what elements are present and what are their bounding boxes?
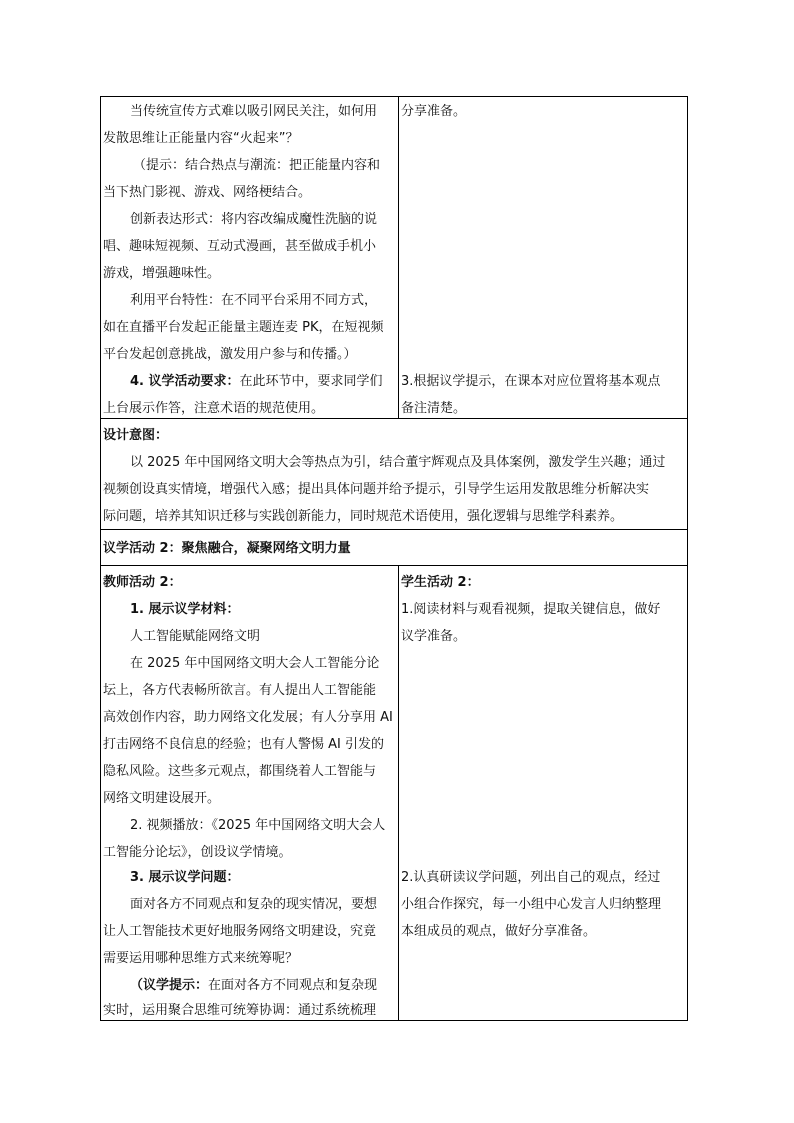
row1-left-line-10: 平台发起创意挑战，激发用户参与和传播。）: [103, 347, 357, 362]
item2-line-1: 2. 视频播放：《2025 年中国网络文明大会人: [130, 818, 386, 833]
row1-requirement-line-2: 上台展示作答，注意术语的规范使用。: [103, 401, 325, 416]
design-intent-line-2: 视频创设真实情境，增强代入感；提出具体问题并给予提示，引导学生运用发散思维分析解决实: [103, 482, 650, 497]
row1-left-line-8: 利用平台特性：在不同平台采用不同方式，: [130, 293, 378, 308]
activity2-title: 议学活动 2：聚焦融合，凝聚网络文明力量: [103, 541, 351, 556]
requirement-label: 4. 议学活动要求：: [130, 374, 240, 389]
row-divider: [100, 418, 688, 419]
row1-left-line-1: 当传统宣传方式难以吸引网民关注，如何用: [130, 104, 378, 119]
row1-left-line-3: （提示：结合热点与潮流：把正能量内容和: [133, 158, 381, 173]
hint-label: （议学提示：: [130, 978, 209, 993]
row1-left-line-7: 游戏，增强趣味性。: [103, 266, 221, 281]
item2-line-2: 工智能分论坛》，创设议学情境。: [103, 845, 292, 860]
row1-left-line-5: 创新表达形式：将内容改编成魔性洗脑的说: [130, 212, 378, 227]
design-intent-label: 设计意图：: [103, 428, 169, 443]
design-intent-line-1: 以 2025 年中国网络文明大会等热点为引，结合董宇辉观点及具体案例，激发学生兴趣；通过: [130, 455, 666, 470]
question-line-3: 需要运用哪种思维方式来统筹呢？: [103, 951, 299, 966]
item1-label: 1. 展示议学材料：: [130, 602, 240, 617]
requirement-text: 在此环节中，要求同学们: [239, 374, 383, 389]
row1-right-share: 分享准备。: [401, 104, 467, 119]
row1-left-line-9: 如在直播平台发起正能量主题连麦 PK，在短视频: [103, 320, 384, 335]
teacher-activity-label: 教师活动 2：: [103, 575, 182, 590]
student2-line-2: 小组合作探究，每一小组中心发言人归纳整理: [401, 897, 662, 912]
question-line-1: 面对各方不同观点和复杂的现实情况，要想: [130, 897, 378, 912]
material-line-2: 坛上，各方代表畅所欲言。有人提出人工智能能: [103, 683, 377, 698]
column-divider: [398, 96, 399, 418]
student1-line-2: 议学准备。: [401, 629, 467, 644]
column-divider: [398, 565, 399, 1021]
student2-line-1: 2.认真研读议学问题，列出自己的观点，经过: [401, 870, 661, 885]
material-line-6: 网络文明建设展开。: [103, 791, 221, 806]
material-title: 人工智能赋能网络文明: [130, 629, 261, 644]
student-activity-label: 学生活动 2：: [401, 575, 480, 590]
row1-right-line-1: 3.根据议学提示，在课本对应位置将基本观点: [401, 374, 661, 389]
question-line-2: 让人工智能技术更好地服务网络文明建设，究竟: [103, 924, 377, 939]
material-line-1: 在 2025 年中国网络文明大会人工智能分论: [130, 656, 380, 671]
row-divider: [100, 529, 688, 530]
student2-line-3: 本组成员的观点，做好分享准备。: [401, 924, 597, 939]
hint-text: 在面对各方不同观点和复杂现: [208, 978, 378, 993]
design-intent-line-3: 际问题，培养其知识迁移与实践创新能力，同时规范术语使用，强化逻辑与思维学科素养。: [103, 509, 624, 524]
student1-line-1: 1.阅读材料与观看视频，提取关键信息，做好: [401, 602, 661, 617]
material-line-4: 打击网络不良信息的经验；也有人警惕 AI 引发的: [103, 737, 384, 752]
item3-label: 3. 展示议学问题：: [130, 870, 240, 885]
row1-left-line-2: 发散思维让正能量内容“火起来”？: [103, 131, 299, 146]
row1-right-line-2: 备注清楚。: [401, 401, 467, 416]
hint-line-2: 实时，运用聚合思维可统筹协调：通过系统梳理: [103, 1003, 377, 1018]
row1-left-line-6: 唱、趣味短视频、互动式漫画，甚至做成手机小: [103, 239, 377, 254]
material-line-3: 高效创作内容，助力网络文化发展；有人分享用 AI: [103, 710, 393, 725]
row-divider: [100, 565, 688, 566]
hint-line-1: [130, 978, 377, 994]
row1-left-line-4: 当下热门影视、游戏、网络梗结合。: [103, 185, 312, 200]
material-line-5: 隐私风险。这些多元观点，都围绕着人工智能与: [103, 764, 377, 779]
row1-requirement: [130, 374, 383, 390]
